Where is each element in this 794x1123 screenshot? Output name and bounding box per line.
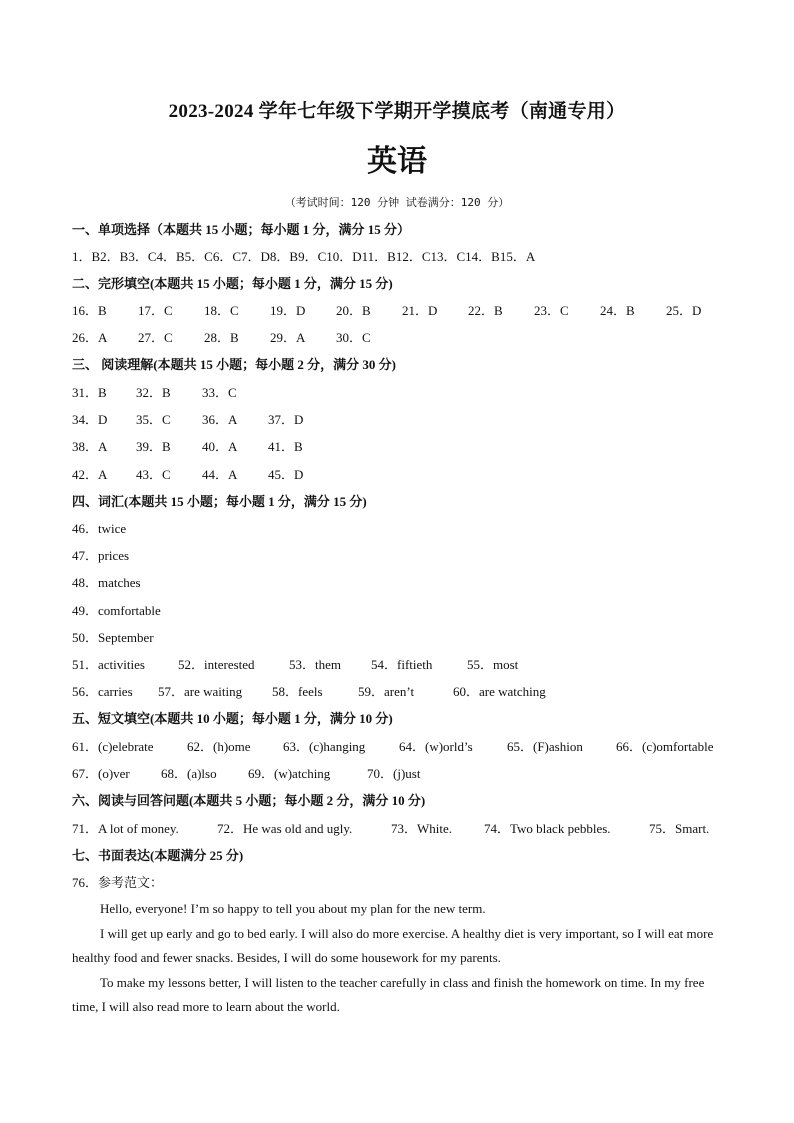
answer: 45．D <box>268 467 304 482</box>
answer: 52．interested <box>178 657 255 672</box>
answer: 66．(c)omfortable <box>616 739 714 754</box>
answer: 54．fiftieth <box>371 657 433 672</box>
answer: 51．activities <box>72 657 145 672</box>
answer-row: 50．September <box>72 630 154 645</box>
answer: 17．C <box>138 303 173 318</box>
answer: 31．B <box>72 385 107 400</box>
answer: 71．A lot of money. <box>72 821 179 836</box>
answer: 39．B <box>136 439 171 454</box>
answer-row: 49．comfortable <box>72 603 161 618</box>
answer: 21．D <box>402 303 438 318</box>
answer: 62．(h)ome <box>187 739 251 754</box>
answer: 72．He was old and ugly. <box>217 821 353 836</box>
answer-row <box>72 821 709 837</box>
section-heading: 五、短文填空(本题共 10 小题；每小题 1 分，满分 10 分) <box>72 711 393 726</box>
answer-row <box>72 330 371 346</box>
answer-row <box>72 766 420 782</box>
essay-paragraph: To make my lessons better, I will listen to the teacher carefully in class and finish the homework on time. In my free time, I will also read more to learn about the world. <box>72 974 705 1014</box>
answer: 22．B <box>468 303 503 318</box>
answer: 37．D <box>268 412 304 427</box>
exam-info: （考试时间：120 分钟 试卷满分：120 分） <box>284 196 510 209</box>
section-heading: 四、词汇(本题共 15 小题；每小题 1 分，满分 15 分) <box>72 494 367 509</box>
answer-row <box>72 439 303 455</box>
answer: 35．C <box>136 412 171 427</box>
model-essay <box>72 897 722 1020</box>
answer: 57．are waiting <box>158 684 243 699</box>
answer: 74．Two black pebbles. <box>484 821 611 836</box>
section-heading: 二、完形填空(本题共 15 小题；每小题 1 分，满分 15 分) <box>72 276 393 291</box>
answer: 69．(w)atching <box>248 766 331 781</box>
answer: 44．A <box>202 467 238 482</box>
answer: 68．(a)lso <box>161 766 217 781</box>
answer-row: 46．twice <box>72 521 127 536</box>
section-heading: 三、 阅读理解(本题共 15 小题；每小题 2 分，满分 30 分) <box>72 357 396 372</box>
answer: 42．A <box>72 467 108 482</box>
answer-row: 1．B2．B3．C4．B5．C6．C7．D8．B9．C10．D11．B12．C13．C14．B15．A <box>72 249 536 264</box>
section-heading: 一、单项选择（本题共 15 小题；每小题 1 分，满分 15 分） <box>72 222 411 237</box>
essay-paragraph: I will get up early and go to bed early. I will also do more exercise. A healthy diet is very important, so I will eat more healthy food and fewer snacks. Besides, I will do some housework for my parents. <box>72 925 714 965</box>
answer-row: 47．prices <box>72 548 130 563</box>
subject-title: 英语 <box>367 144 427 179</box>
answer: 34．D <box>72 412 108 427</box>
answer: 38．A <box>72 439 108 454</box>
answer-row <box>72 385 237 401</box>
answer: 70．(j)ust <box>367 766 421 781</box>
answer: 43．C <box>136 467 171 482</box>
answer: 36．A <box>202 412 238 427</box>
answer: 16．B <box>72 303 107 318</box>
answer-row <box>72 684 546 700</box>
answer-row <box>72 657 518 673</box>
answer: 20．B <box>336 303 371 318</box>
answer: 33．C <box>202 385 237 400</box>
answer: 23．C <box>534 303 569 318</box>
section-heading: 六、阅读与回答问题(本题共 5 小题；每小题 2 分，满分 10 分) <box>72 793 426 808</box>
answer: 55．most <box>467 657 519 672</box>
answer: 60．are watching <box>453 684 546 699</box>
answer: 18．C <box>204 303 239 318</box>
answer: 26．A <box>72 330 108 345</box>
section-heading: 七、书面表达(本题满分 25 分) <box>72 848 244 863</box>
answer: 58．feels <box>272 684 323 699</box>
answer-row <box>72 412 303 428</box>
answer: 53．them <box>289 657 341 672</box>
answer: 24．B <box>600 303 635 318</box>
answer: 64．(w)orld’s <box>399 739 473 754</box>
answer-row: 48．matches <box>72 575 141 590</box>
answer: 41．B <box>268 439 303 454</box>
answer: 28．B <box>204 330 239 345</box>
answer-row: 76．参考范文： <box>72 875 164 890</box>
answer-row <box>72 467 303 483</box>
answer: 25．D <box>666 303 702 318</box>
answer: 63．(c)hanging <box>283 739 366 754</box>
answer: 40．A <box>202 439 238 454</box>
answer: 59．aren’t <box>358 684 415 699</box>
answer: 32．B <box>136 385 171 400</box>
exam-title: 2023-2024 学年七年级下学期开学摸底考（南通专用） <box>168 101 626 122</box>
answer: 65．(F)ashion <box>507 739 583 754</box>
answer: 19．D <box>270 303 306 318</box>
answer: 73．White. <box>391 821 453 836</box>
essay-paragraph: Hello, everyone! I’m so happy to tell you about my plan for the new term. <box>100 901 486 916</box>
answer-row <box>72 739 713 755</box>
answer-row <box>72 303 701 319</box>
answer: 61．(c)elebrate <box>72 739 154 754</box>
answer: 30．C <box>336 330 371 345</box>
answer: 29．A <box>270 330 306 345</box>
answer: 56．carries <box>72 684 133 699</box>
answer: 27．C <box>138 330 173 345</box>
answer: 67．(o)ver <box>72 766 130 781</box>
answer: 75．Smart. <box>649 821 710 836</box>
